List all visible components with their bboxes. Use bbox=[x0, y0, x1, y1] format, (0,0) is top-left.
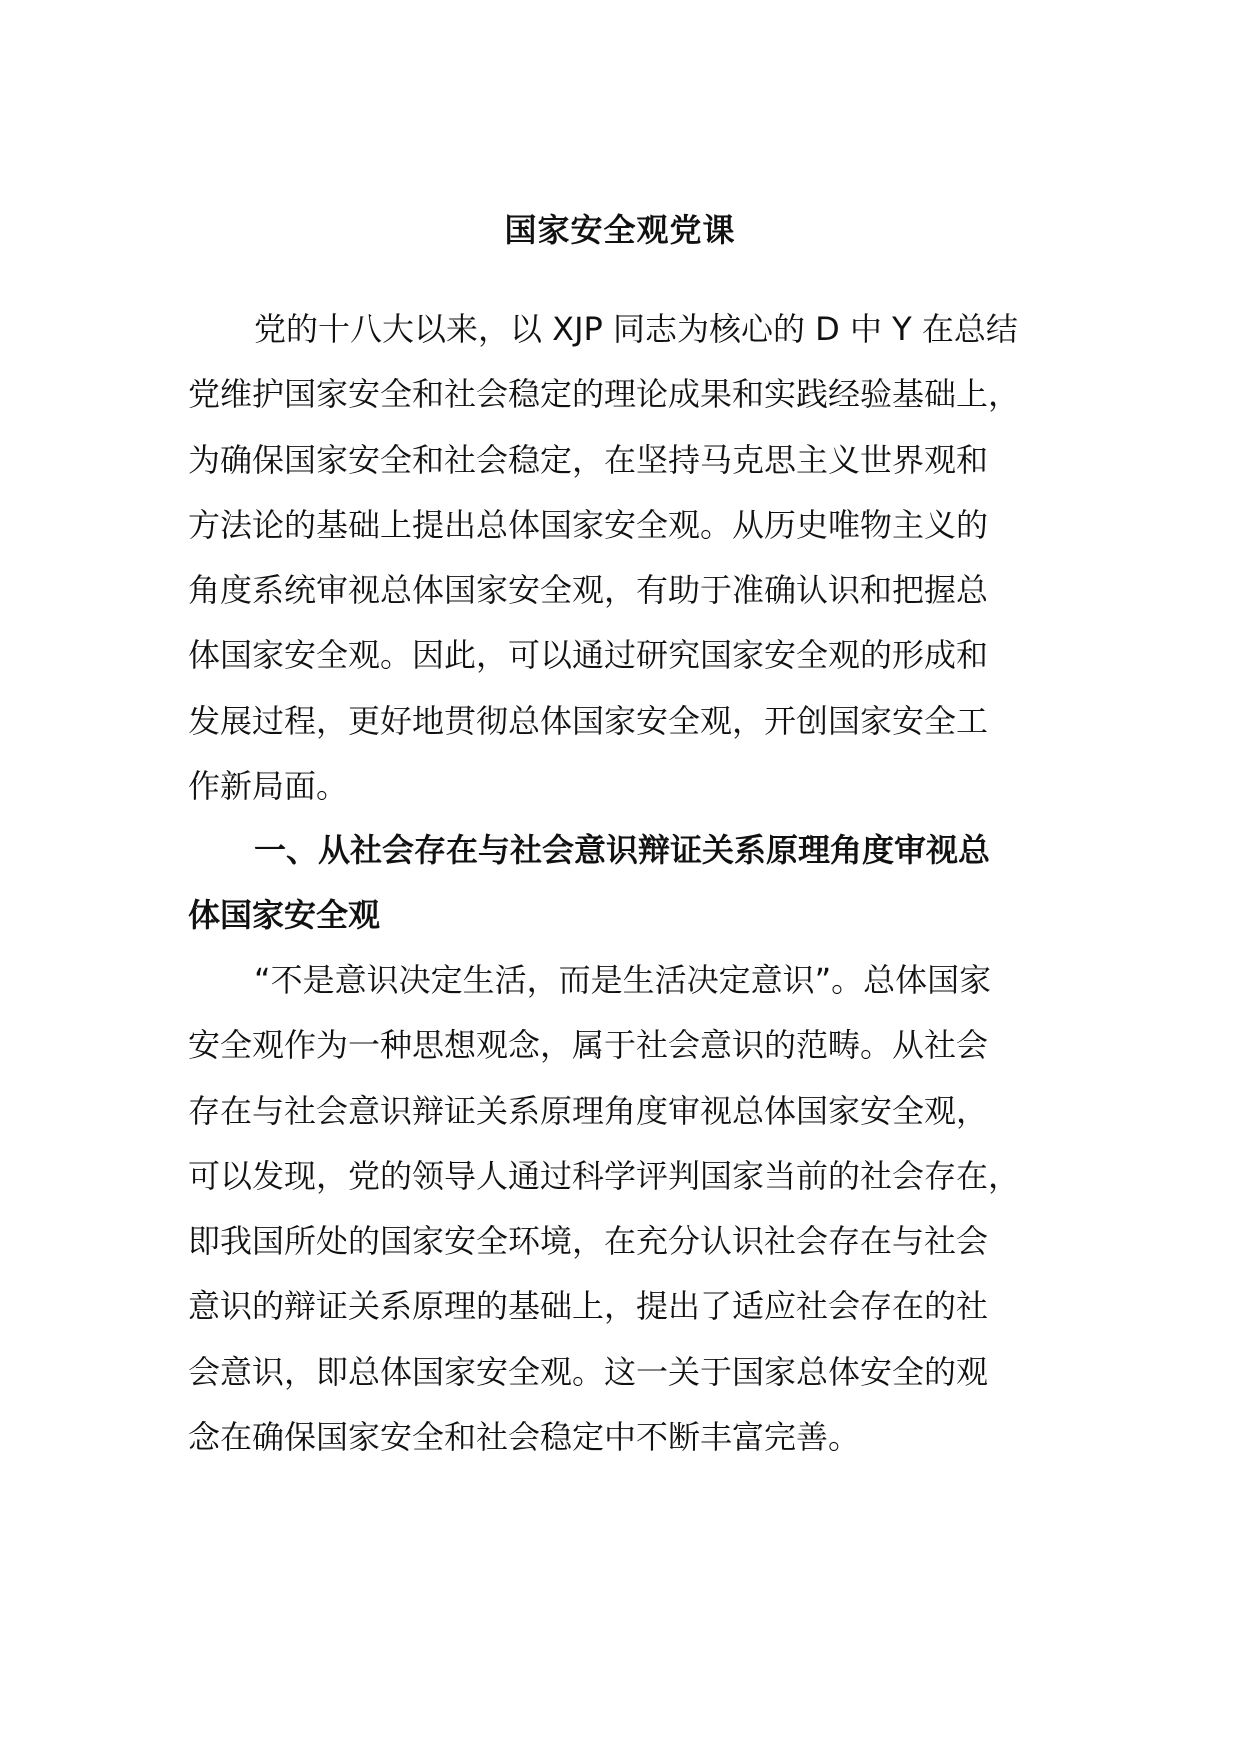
paragraph-line: 党的十八大以来，以 XJP 同志为核心的 D 中 Y 在总结 bbox=[254, 310, 1018, 348]
paragraph-line: 作新局面。 bbox=[188, 767, 349, 806]
paragraph-line: 安全观作为一种思想观念，属于社会意识的范畴。从社会 bbox=[188, 1026, 989, 1065]
paragraph-line: 体国家安全观。因此，可以通过研究国家安全观的形成和 bbox=[188, 636, 989, 675]
paragraph-line: 念在确保国家安全和社会稳定中不断丰富完善。 bbox=[188, 1418, 861, 1457]
paragraph-section-one bbox=[188, 948, 1068, 1470]
paragraph-line: 即我国所处的国家安全环境，在充分认识社会存在与社会 bbox=[188, 1222, 989, 1261]
document-title: 国家安全观党课 bbox=[504, 211, 736, 249]
paragraph-line: 存在与社会意识辩证关系原理角度审视总体国家安全观， bbox=[188, 1091, 989, 1130]
section-heading bbox=[188, 818, 1068, 949]
paragraph-line: 会意识，即总体国家安全观。这一关于国家总体安全的观 bbox=[188, 1352, 989, 1391]
heading-line: 体国家安全观 bbox=[188, 896, 381, 935]
paragraph-line: 角度系统审视总体国家安全观，有助于准确认识和把握总 bbox=[188, 571, 989, 610]
paragraph-line: 党维护国家安全和社会稳定的理论成果和实践经验基础上， bbox=[188, 375, 1021, 414]
paragraph-intro bbox=[188, 297, 1068, 819]
paragraph-line: 可以发现，党的领导人通过科学评判国家当前的社会存在， bbox=[188, 1156, 1021, 1195]
paragraph-line: 方法论的基础上提出总体国家安全观。从历史唯物主义的 bbox=[188, 505, 989, 544]
paragraph-line: 意识的辩证关系原理的基础上，提出了适应社会存在的社 bbox=[188, 1287, 989, 1326]
paragraph-line: 为确保国家安全和社会稳定，在坚持马克思主义世界观和 bbox=[188, 440, 989, 479]
heading-line: 一、从社会存在与社会意识辩证关系原理角度审视总 bbox=[254, 831, 991, 869]
paragraph-line: 发展过程，更好地贯彻总体国家安全观，开创国家安全工 bbox=[188, 701, 989, 740]
paragraph-line: “不是意识决定生活，而是生活决定意识”。总体国家 bbox=[254, 961, 992, 999]
